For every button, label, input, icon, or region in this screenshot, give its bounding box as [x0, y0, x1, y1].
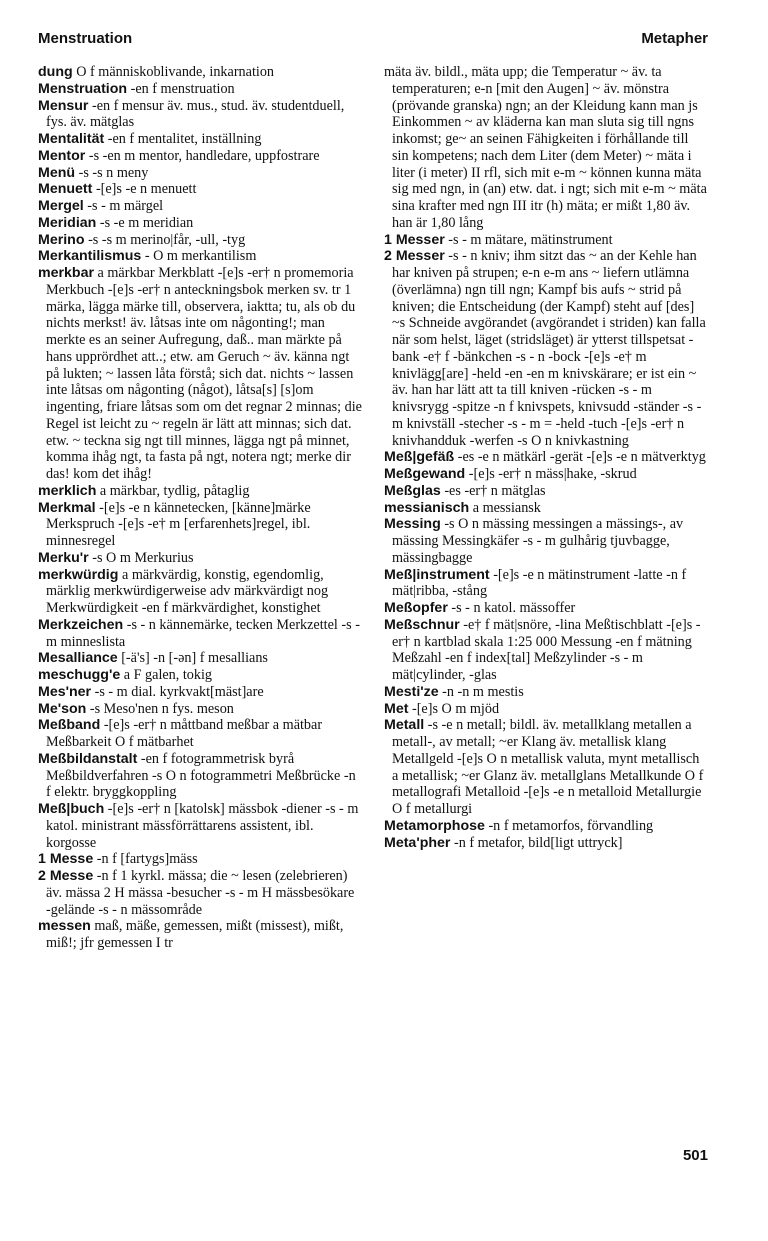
definition: -s -en m mentor, handledare, uppfostrare	[85, 147, 320, 164]
definition: -e† f mät|snöre, -lina Meßtischblatt -[e]s -er† n kartblad skala 1:25 000 Messung -en f mätning Meßzahl -en f index[tal] Meßzylinder -s - m mät|cylinder, -glas	[392, 616, 701, 683]
definition: -n f metafor, bild[ligt uttryck]	[450, 834, 623, 851]
definition: -s Meso'nen n fys. meson	[86, 700, 234, 717]
definition: -s O m Merkurius	[88, 549, 194, 566]
definition: -[e]s -e n menuett	[92, 181, 197, 198]
definition: -n f 1 kyrkl. mässa; die ~ lesen (zelebrieren) äv. mässa 2 H mässa -besucher -s - m H mässbesökare -gelände -s - n mässområde	[46, 868, 355, 918]
dictionary-entry	[38, 667, 362, 684]
headword: 2 Messe	[38, 868, 94, 884]
definition: -en f fotogrammetrisk byrå Meßbildverfahren -s O n fotogrammetri Meßbrücke -n f elektr. bryggkoppling	[46, 750, 356, 801]
headword: messen	[38, 918, 91, 935]
headword: Meßband	[38, 717, 101, 734]
headword: Meßbildanstalt	[38, 750, 138, 767]
headword: Metamorphose	[384, 817, 485, 834]
definition: -s - m dial. kyrkvakt[mäst]are	[91, 683, 264, 700]
headword: Merkmal	[38, 499, 96, 516]
dictionary-entry	[384, 600, 708, 617]
definition: -s - m mätare, mätinstrument	[444, 231, 613, 248]
definition: -s -e n metall; bildl. äv. metallklang metallen a metall-, av metall; ~er Klang äv. metallisk klang Metallgeld -[e]s O n metallisk valuta, mynt metallisch a metallisk; ~er Glanz äv. metallglans Metallkunde O f metallografi Metalloid -[e]s -e n metalloid Metallurgie O f metallurgi	[392, 717, 704, 817]
headword: Meßgewand	[384, 466, 466, 482]
dictionary-entry	[384, 500, 708, 517]
headword: 1 Messe	[38, 851, 94, 868]
definition: -[e]s -e n kännetecken, [känne]märke Merkspruch -[e]s -e† m [erfarenhets]regel, ibl. minnesregel	[46, 499, 311, 549]
headword: dung	[38, 64, 73, 80]
dictionary-entry	[38, 550, 362, 567]
headword: Menuett	[38, 181, 93, 198]
header-left: Menstruation	[38, 30, 133, 47]
dictionary-entry	[38, 751, 362, 801]
header-right: Metapher	[641, 30, 708, 47]
definition: [-ä's] -n [-ən] f mesallians	[117, 650, 268, 667]
headword: Mes'ner	[38, 683, 92, 700]
dictionary-entry	[38, 801, 362, 851]
headword: 2 Messer	[384, 248, 445, 265]
headword: Meß|buch	[38, 801, 105, 817]
headword: Meß|gefäß	[384, 449, 455, 466]
dictionary-entry	[38, 248, 362, 265]
definition: a märkbar, tydlig, påtaglig	[96, 482, 250, 499]
definition: -s -s n meny	[75, 164, 149, 181]
definition: -[e]s -er† n mäss|hake, -skrud	[465, 466, 637, 482]
headword: Messing	[384, 516, 441, 533]
headword: Me'son	[38, 700, 87, 717]
dictionary-entry	[38, 701, 362, 718]
dictionary-entry	[38, 684, 362, 701]
headword: Mentor	[38, 147, 86, 164]
definition: -s - n katol. mässoffer	[447, 600, 576, 616]
dictionary-entry	[38, 918, 362, 952]
headword: Metall	[384, 717, 425, 734]
dictionary-entry	[38, 148, 362, 165]
columns	[38, 64, 708, 952]
dictionary-entry	[38, 483, 362, 500]
dictionary-entry	[38, 650, 362, 667]
headword: merkwürdig	[38, 566, 119, 583]
dictionary-entry	[38, 81, 362, 98]
headword: Mesti'ze	[384, 683, 439, 700]
page-number: 501	[682, 1147, 708, 1164]
headword: Mergel	[38, 198, 84, 214]
definition: -n f metamorfos, förvandling	[484, 817, 654, 834]
headword: merklich	[38, 482, 97, 499]
headword: Meta'pher	[384, 834, 451, 851]
definition: -en f mensur äv. mus., stud. äv. studentduell, fys. äv. mätglas	[46, 97, 345, 131]
dictionary-entry	[384, 64, 708, 232]
headword: Meridian	[38, 214, 97, 231]
dictionary-entry	[384, 818, 708, 835]
definition: a F galen, tokig	[120, 667, 213, 683]
definition: -[e]s -er† n måttband meßbar a mätbar Meßbarkeit O f mätbarhet	[46, 717, 323, 750]
dictionary-entry	[38, 868, 362, 918]
dictionary-entry	[384, 516, 708, 566]
definition: a märkvärdig, konstig, egendomlig, märklig merkwürdigerweise adv märkvärdigt nog Merkwürdigkeit -en f märkvärdighet, konstighet	[46, 566, 329, 616]
headword: Merku'r	[38, 549, 89, 566]
definition: -es -e n mätkärl -gerät -[e]s -e n mätverktyg	[454, 449, 706, 466]
headword: Meßschnur	[384, 616, 460, 633]
dictionary-entry	[38, 98, 362, 132]
definition: - O m merkantilism	[141, 248, 257, 265]
headword: Merkantilismus	[38, 248, 142, 265]
headword: Mensur	[38, 97, 89, 114]
headword: Met	[384, 700, 409, 717]
definition: -es -er† n mätglas	[440, 482, 546, 499]
headword: meschugg'e	[38, 667, 121, 683]
definition: a märkbar Merkblatt -[e]s -er† n promemoria Merkbuch -[e]s -er† n anteckningsbok merken sv. tr 1 märka, lägga märke till, observera, iaktta; tu, als ob du nichts merkst! äv. låtsas inte om någonting!; man merkte es an seiner Aufregung, daß.. man märkte på hans upprördhet att..; etw. am Geruch ~ äv. känna ngt på lukten; ~ lassen låta förstå; sich dat. nichts ~ lassen inte låtsas om någonting (något), låtsa[s] [s]om ingenting, friare låtsas som om det regnar 2 minnas; die Regel ist leicht zu ~ regeln är lätt att minnas; sich dat. etw. ~ teckna sig ngt till minnes, lägga ngt på minnet, komma ihåg ngt, ta fasta på ngt, notera ngt; merke dir das! kom det ihåg!	[46, 265, 362, 482]
headword: Meßopfer	[384, 600, 448, 616]
headword: Mentalität	[38, 131, 105, 147]
dictionary-entry	[384, 835, 708, 852]
definition: -s -e m meridian	[96, 214, 194, 231]
left-column	[38, 64, 362, 952]
dictionary-entry	[38, 717, 362, 751]
definition: maß, mäße, gemessen, mißt (missest), mißt, miß!; jfr gemessen I tr	[46, 918, 344, 951]
dictionary-entry	[384, 684, 708, 701]
definition: mäta äv. bildl., mäta upp; die Temperatur ~ äv. ta temperaturen; e-n [mit den Augen] ~ äv. mönstra (prövande granska) ngn; an der Kleidung kann man js Einkommen ~ av kläderna kan man sluta sig till ngns inkomst; ge~ an seinen Fähigkeiten i förhållande till sin kompetens; nach dem Liter (dem Meter) ~ mäta i liter (i meter) II rfl, sich mit e-m ~ können kunna mäta sig med ngn, in (an) etw. dat. i ngt; sich mit e-m ~ mäta sina krafter med ngn III itr (h) mäta; er mißt 1,80 äv. han är 1,80 lång	[384, 64, 707, 231]
dictionary-entry	[38, 131, 362, 148]
dictionary-entry	[384, 701, 708, 718]
dictionary-entry	[384, 617, 708, 684]
definition: -n f [fartygs]mäss	[93, 851, 198, 868]
definition: -[e]s -e n mätinstrument -latte -n f mät|ribba, -stång	[392, 566, 687, 600]
headword: Merino	[38, 231, 85, 248]
dictionary-entry	[38, 181, 362, 198]
dictionary-entry	[384, 466, 708, 483]
running-header	[38, 30, 708, 54]
definition: -[e]s -er† n [katolsk] mässbok -diener -s - m katol. ministrant mässförrättarens assistent, ibl. korgosse	[46, 801, 359, 851]
headword: Mesalliance	[38, 650, 118, 667]
dictionary-entry	[38, 500, 362, 550]
headword: Merkzeichen	[38, 616, 124, 633]
right-column	[384, 64, 708, 952]
dictionary-entry	[38, 851, 362, 868]
dictionary-entry	[38, 617, 362, 651]
dictionary-entry	[38, 198, 362, 215]
headword: Meß|instrument	[384, 566, 490, 583]
headword: merkbar	[38, 265, 94, 281]
dictionary-entry	[384, 483, 708, 500]
headword: 1 Messer	[384, 231, 445, 248]
headword: Meßglas	[384, 482, 441, 499]
dictionary-entry	[384, 232, 708, 249]
dictionary-entry	[38, 165, 362, 182]
definition: -en f mentalitet, inställning	[104, 131, 262, 147]
definition: -s - n kännemärke, tecken Merkzettel -s - m minneslista	[46, 616, 360, 650]
headword: messianisch	[384, 499, 470, 516]
dictionary-entry	[384, 449, 708, 466]
definition: -en f menstruation	[127, 80, 235, 97]
dictionary-entry	[38, 232, 362, 249]
dictionary-entry	[38, 215, 362, 232]
headword: Menstruation	[38, 80, 128, 97]
dictionary-entry	[38, 64, 362, 81]
definition: -[e]s O m mjöd	[408, 700, 500, 717]
dictionary-entry	[38, 567, 362, 617]
definition: -s -s m merino|får, -ull, -tyg	[84, 231, 246, 248]
dictionary-entry	[384, 567, 708, 601]
definition: -s - m märgel	[83, 198, 164, 214]
dictionary-entry	[384, 717, 708, 818]
headword: Menü	[38, 164, 76, 181]
definition: O f människoblivande, inkarnation	[72, 64, 275, 80]
definition: -s - n kniv; ihm sitzt das ~ an der Kehle han har kniven på strupen; e-n e-m ans ~ liefern utlämna (överlämna) ngn till ngn; Kampf bis aufs ~ strid på kniven; die Entscheidung (der Kampf) steht auf [des] ~s Schneide avgörandet (avgörandet i striden) kan falla när som helst, läget (stridsläget) är ytterst tillspetsat -bank -e† f -bänkchen -s - n -bock -[e]s -e† m knivlägg[are] -held -en -en m knivskärare; er ist ein ~ äv. han har lätt att ta till kniven -rücken -s - m knivsrygg -spitze -n f knivspets, knivsudd -ständer -s - m knivställ -stecher -s - m = -held -tuch -[e]s -er† n knivhandduk -werfen -s O n knivkastning	[392, 248, 706, 449]
definition: -n -n m mestis	[438, 683, 524, 700]
dictionary-entry	[384, 248, 708, 449]
dictionary-entry	[38, 265, 362, 483]
definition: a messiansk	[469, 499, 541, 516]
definition: -s O n mässing messingen a mässings-, av mässing Messingkäfer -s - m gulhårig tjuvbagge, mässingbagge	[392, 516, 684, 566]
